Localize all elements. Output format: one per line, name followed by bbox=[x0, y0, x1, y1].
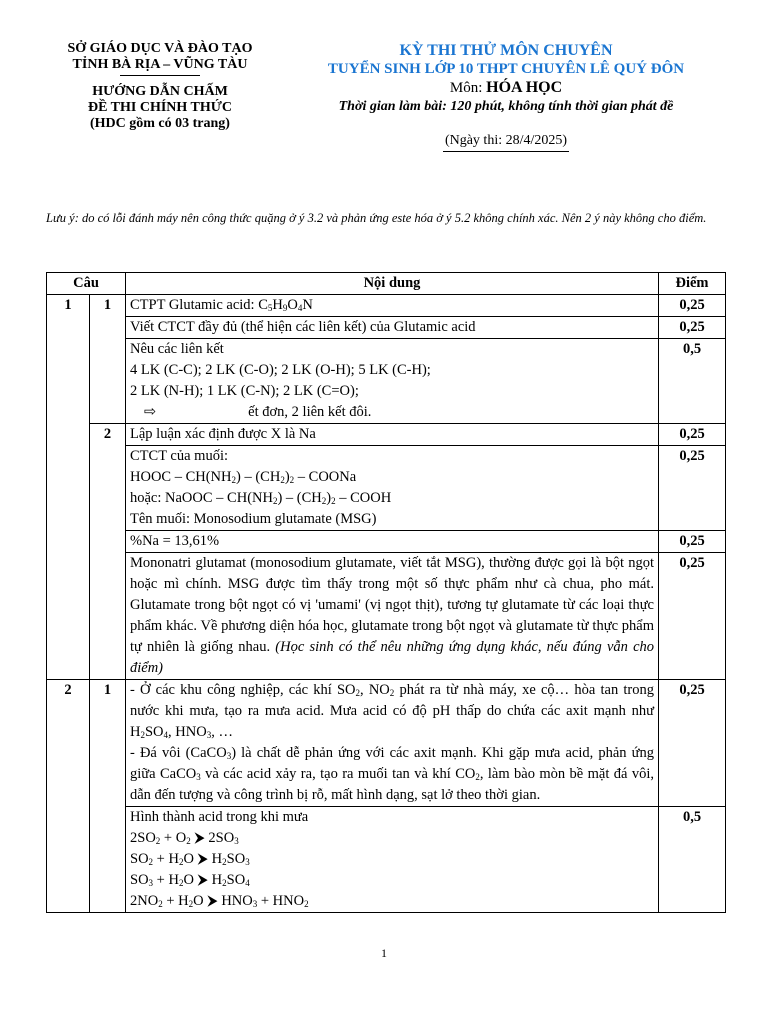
row-score: 0,25 bbox=[659, 295, 726, 317]
exam-subtitle: TUYỂN SINH LỚP 10 THPT CHUYÊN LÊ QUÝ ĐÔN bbox=[327, 61, 685, 77]
sub-question-number: 1 bbox=[90, 295, 126, 424]
row-content: Hình thành acid trong khi mưa $2SO_2 + O_2$ ⮞ $2SO_3$ $SO_2 + H_2O$ ⮞ $H_2SO_3$ $SO_3 + H_2O$ ⮞ $H_2SO_4$ $2NO_2 + H_2O$ ⮞ $HNO_3 + HNO_2$ bbox=[126, 807, 659, 913]
col-header-question: Câu bbox=[47, 273, 126, 295]
grading-table bbox=[46, 272, 726, 913]
question-number: 1 bbox=[47, 295, 90, 680]
exam-header bbox=[296, 42, 716, 152]
exam-status: ĐỀ THI CHÍNH THỨC bbox=[87, 100, 233, 115]
equation: $SO_3 + H_2O$ ⮞ $H_2SO_4$ bbox=[130, 872, 250, 888]
arrow-right-icon: ⇨ bbox=[144, 404, 157, 420]
table-row bbox=[47, 446, 726, 531]
table-row bbox=[47, 531, 726, 553]
table-row bbox=[47, 295, 726, 317]
subject-name: HÓA HỌC bbox=[486, 79, 563, 96]
table-row bbox=[47, 339, 726, 424]
province-name: TỈNH BÀ RỊA – VŨNG TÀU bbox=[72, 57, 248, 72]
col-header-score: Điểm bbox=[659, 273, 726, 295]
row-content: CTPT Glutamic acid: $C_5H_9O_4N$ bbox=[126, 295, 659, 317]
row-content: Nêu các liên kết 4 LK (C-C); 2 LK (C-O); 2 LK (O-H); 5 LK (C-H); 2 LK (N-H); 1 LK (C-N); 2 LK (C=O); ⇨ ết đơn, 2 liên kết đôi. bbox=[126, 339, 659, 424]
table-row bbox=[47, 807, 726, 913]
row-content: Mononatri glutamat (monosodium glutamate, viết tắt MSG), thường được gọi là bột ngọt hoặc mì chính. MSG được tìm thấy trong một số thực phẩm như cà chua, pho mát. Glutamate trong bột ngọt có vị 'umami' (vị ngọt thịt), tương tự glutamate từ các loại thực phẩm khác. Về phương diện hóa học, glutamate trong bột ngọt và glutamate từ thực phẩm tự nhiên là giống nhau. (Học sinh có thể nêu những ứng dụng khác, nếu đúng vẫn cho điểm) bbox=[126, 553, 659, 680]
table-row bbox=[47, 317, 726, 339]
department-name: SỞ GIÁO DỤC VÀ ĐÀO TẠO bbox=[67, 41, 253, 56]
row-score: 0,25 bbox=[659, 446, 726, 531]
table-header-row bbox=[47, 273, 726, 295]
row-content: Viết CTCT đầy đủ (thể hiện các liên kết) của Glutamic acid bbox=[126, 317, 659, 339]
grading-remark: (Học sinh có thể nêu những ứng dụng khác, nếu đúng vẫn cho điểm) bbox=[130, 639, 655, 676]
row-score: 0,25 bbox=[659, 424, 726, 446]
table-row bbox=[47, 680, 726, 807]
row-content: %Na = 13,61% bbox=[126, 531, 659, 553]
exam-title: KỲ THI THỬ MÔN CHUYÊN bbox=[399, 42, 613, 59]
page-count-note: (HDC gồm có 03 trang) bbox=[90, 116, 230, 131]
subject-line: Môn: HÓA HỌC bbox=[449, 79, 563, 96]
equation: $SO_2 + H_2O$ ⮞ $H_2SO_3$ bbox=[130, 851, 250, 867]
row-score: 0,5 bbox=[659, 339, 726, 424]
exam-date: (Ngày thi: 28/4/2025) bbox=[296, 133, 716, 152]
row-score: 0,25 bbox=[659, 317, 726, 339]
table-row bbox=[47, 553, 726, 680]
doc-type: HƯỚNG DẪN CHẤM bbox=[92, 84, 228, 99]
row-score: 0,5 bbox=[659, 807, 726, 913]
sub-question-number: 2 bbox=[90, 424, 126, 680]
page-number: 1 bbox=[381, 946, 387, 960]
row-content: - Ở các khu công nghiệp, các khí $SO_2$, $NO_2$ phát ra từ nhà máy, xe cộ… hòa tan trong nước khi mưa, tạo ra mưa acid. Mưa acid có độ pH thấp do chứa các axit mạnh như $H_2SO_4$, $HNO_3$, … - Đá vôi (CaCO$_3$) là chất dễ phản ứng với các axit mạnh. Khi gặp mưa acid, phản ứng giữa CaCO$_3$ và các acid xảy ra, tạo ra muối tan và khí $CO_2$, làm bào mòn bề mặt đá vôi, dẫn đến tượng và công trình bị rỗ, mất hình dạng, sạt lở theo thời gian. bbox=[126, 680, 659, 807]
row-score: 0,25 bbox=[659, 553, 726, 680]
question-number: 2 bbox=[47, 680, 90, 913]
row-score: 0,25 bbox=[659, 680, 726, 807]
exam-duration: Thời gian làm bài: 120 phút, không tính thời gian phát đề bbox=[338, 99, 674, 114]
correction-note: Lưu ý: do có lỗi đánh máy nên công thức quặng ở ý 3.2 và phản ứng este hóa ở ý 5.2 không chính xác. Nên 2 ý này không cho điểm. bbox=[46, 211, 707, 225]
row-score: 0,25 bbox=[659, 531, 726, 553]
col-header-content: Nội dung bbox=[126, 273, 659, 295]
sub-question-number: 1 bbox=[90, 680, 126, 913]
header-divider bbox=[120, 75, 200, 76]
equation: $2SO_2 + O_2$ ⮞ $2SO_3$ bbox=[130, 830, 239, 846]
equation: $2NO_2 + H_2O$ ⮞ $HNO_3 + HNO_2$ bbox=[130, 893, 309, 909]
row-content: Lập luận xác định được X là Na bbox=[126, 424, 659, 446]
school-header bbox=[42, 41, 278, 132]
row-content: CTCT của muối: HOOC – $CH(NH_2) - (CH_2)_2$ – COONa hoặc: NaOOC – $CH(NH_2) - (CH_2)_2$ – COOH Tên muối: Monosodium glutamate (MSG) bbox=[126, 446, 659, 531]
table-row bbox=[47, 424, 726, 446]
